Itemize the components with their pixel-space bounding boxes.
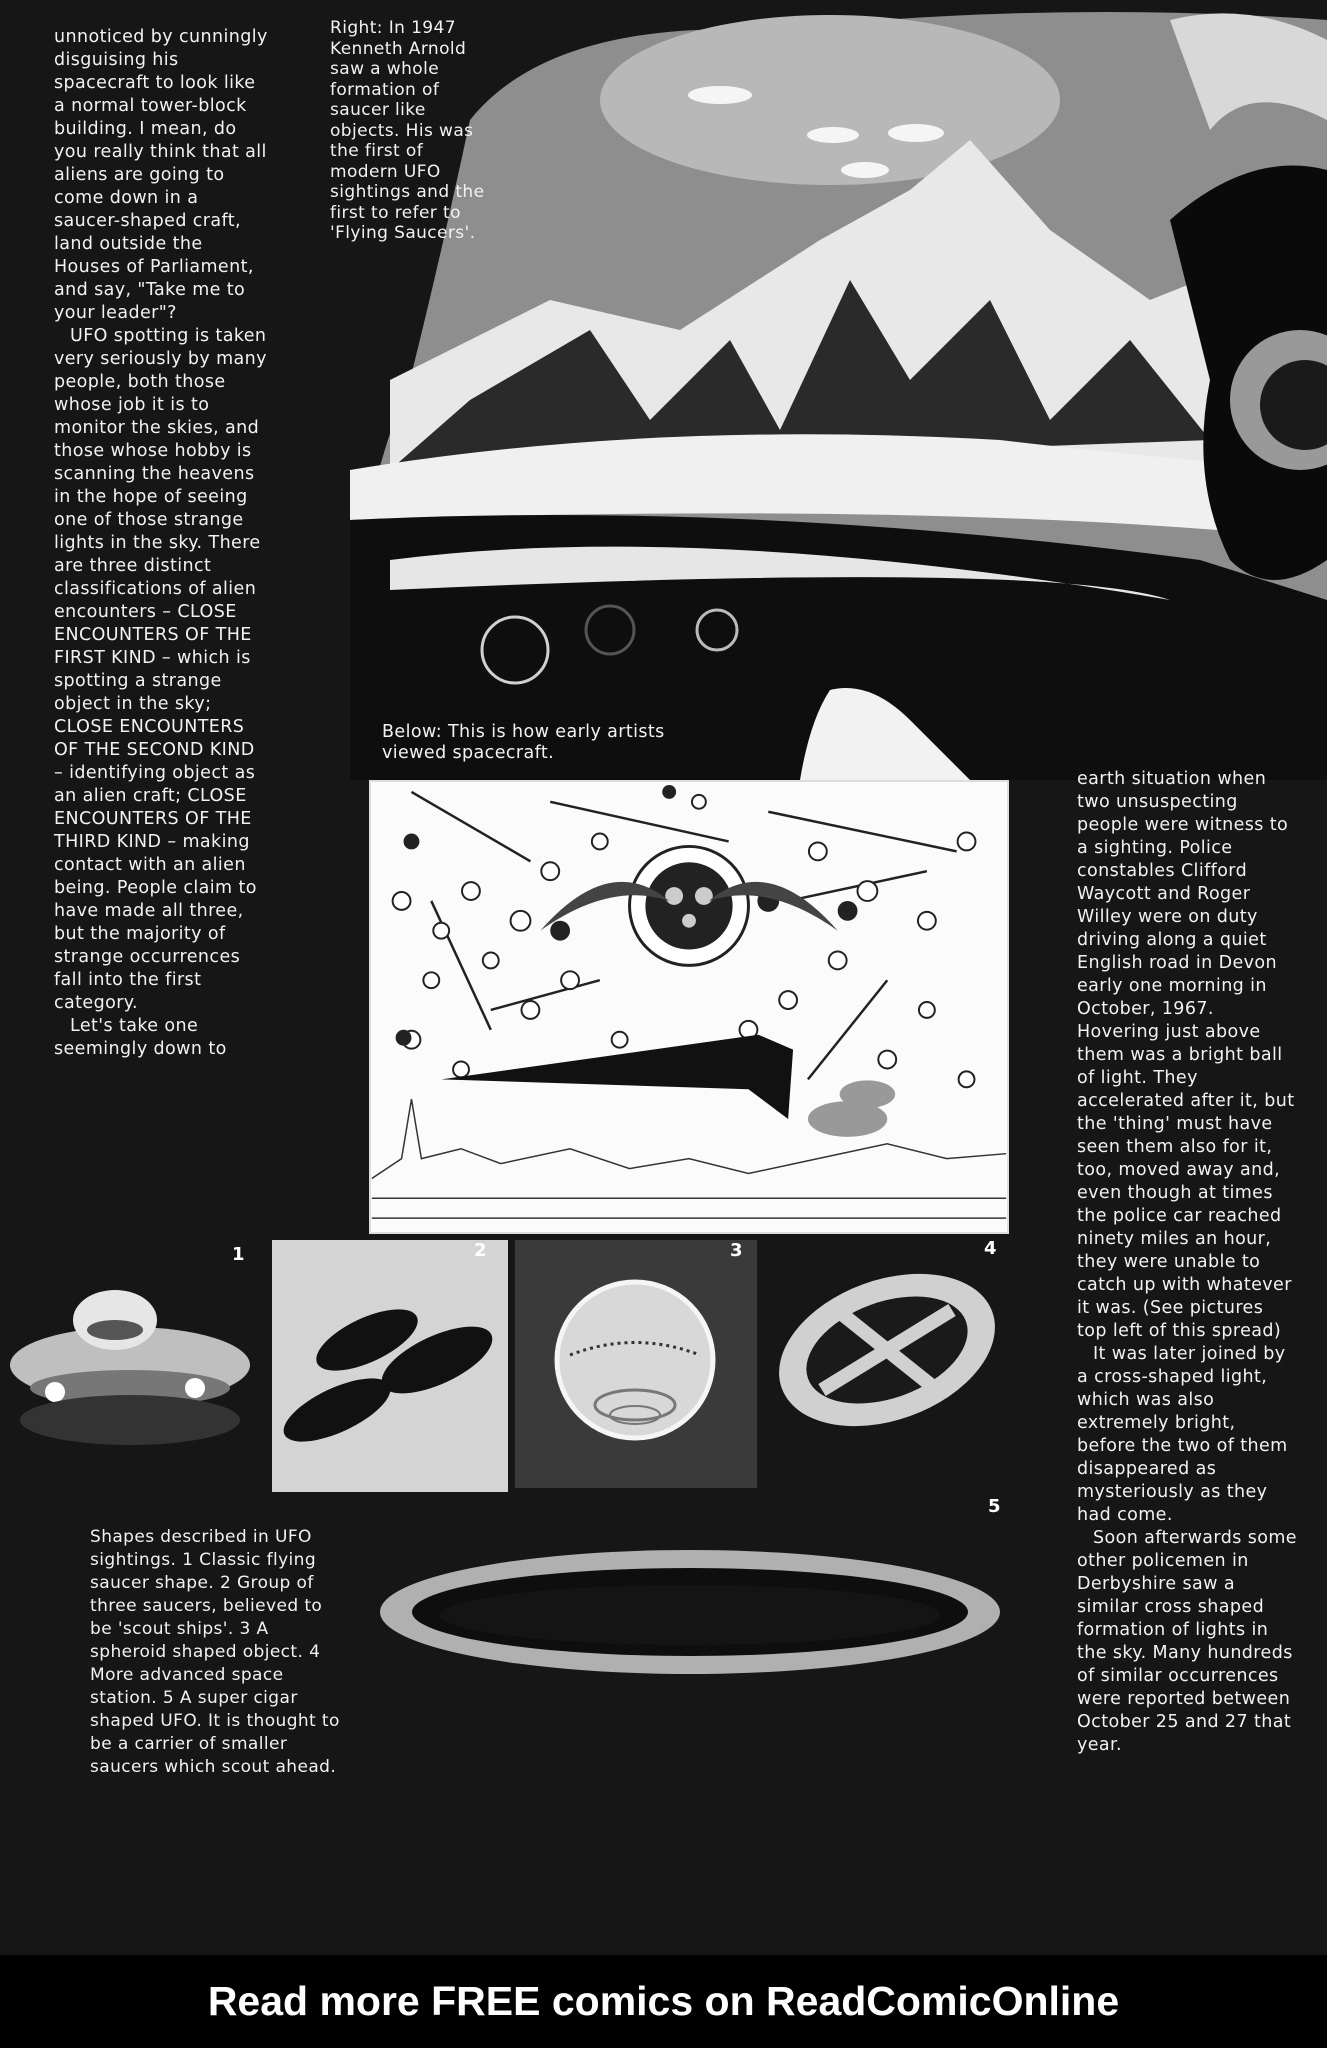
panel-number-3: 3 <box>730 1240 743 1261</box>
panel-number-2: 2 <box>474 1240 487 1261</box>
left-paragraph-1: unnoticed by cunningly disguising his spacecraft to look like a normal tower-block building. I mean, do you really think that all aliens are going to come down in a saucer-shaped craft, land outside the Houses of Parliament, and say, "Take me to your leader"? <box>54 27 268 323</box>
footer-banner[interactable]: Read more FREE comics on ReadComicOnline <box>0 1955 1327 2048</box>
panel-4-space-station <box>762 1250 1012 1490</box>
article-right-column <box>1077 768 1299 1757</box>
panel-3-spheroid <box>515 1240 757 1488</box>
panel-2-three-saucers <box>272 1240 508 1492</box>
left-paragraph-2: UFO spotting is taken very seriously by many people, both those whose job it is to monitor the skies, and those whose hobby is scanning the heavens in the hope of seeing one of those strange lights in the sky. There are three distinct classifications of alien encounters – CLOSE ENCOUNTERS OF THE FIRST KIND – which is spotting a strange object in the sky; CLOSE ENCOUNTERS OF THE SECOND KIND – identifying object as an alien craft; CLOSE ENCOUNTERS OF THE THIRD KIND – making contact with an alien being. People claim to have made all three, but the majority of strange occurrences fall into the first category. <box>54 326 267 1013</box>
right-paragraph-1: earth situation when two unsuspecting people were witness to a sighting. Police constables Clifford Waycott and Roger Willey were on duty driving along a quiet English road in Devon early one morning in October, 1967. Hovering just above them was a bright ball of light. They accelerated after it, but the 'thing' must have seen them also for it, too, moved away and, even though at times the police car reached ninety miles an hour, they were unable to catch up with whatever it was. (See pictures top left of this spread) <box>1077 769 1295 1341</box>
right-paragraph-3: Soon afterwards some other policemen in Derbyshire saw a similar cross shaped formation of lights in the sky. Many hundreds of similar occurrences were reported between October 25 and 27 that year. <box>1077 1528 1297 1755</box>
panel-5-cigar-ufo <box>370 1520 1020 1700</box>
left-paragraph-3: Let's take one seemingly down to <box>54 1016 227 1059</box>
panel-1-classic-saucer <box>0 1250 265 1490</box>
panel-number-1: 1 <box>232 1244 245 1265</box>
article-left-column <box>54 26 269 1061</box>
caption-kenneth-arnold: Right: In 1947 Kenneth Arnold saw a whole formation of saucer like objects. His was the first of modern UFO sightings and the first to refer to 'Flying Saucers'. <box>330 18 485 243</box>
kenneth-arnold-illustration <box>350 0 1327 780</box>
early-spacecraft-woodcut <box>369 780 1009 1234</box>
panel-number-5: 5 <box>988 1496 1001 1517</box>
panel-number-4: 4 <box>984 1238 997 1259</box>
caption-ufo-shapes: Shapes described in UFO sightings. 1 Classic flying saucer shape. 2 Group of three saucers, believed to be 'scout ships'. 3 A spheroid shaped object. 4 More advanced space station. 5 A super cigar shaped UFO. It is thought to be a carrier of smaller saucers which scout ahead. <box>90 1527 340 1777</box>
caption-early-artists: Below: This is how early artists viewed spacecraft. <box>382 722 665 763</box>
right-paragraph-2: It was later joined by a cross-shaped light, which was also extremely bright, before the two of them disappeared as mysteriously as they had come. <box>1077 1344 1288 1525</box>
